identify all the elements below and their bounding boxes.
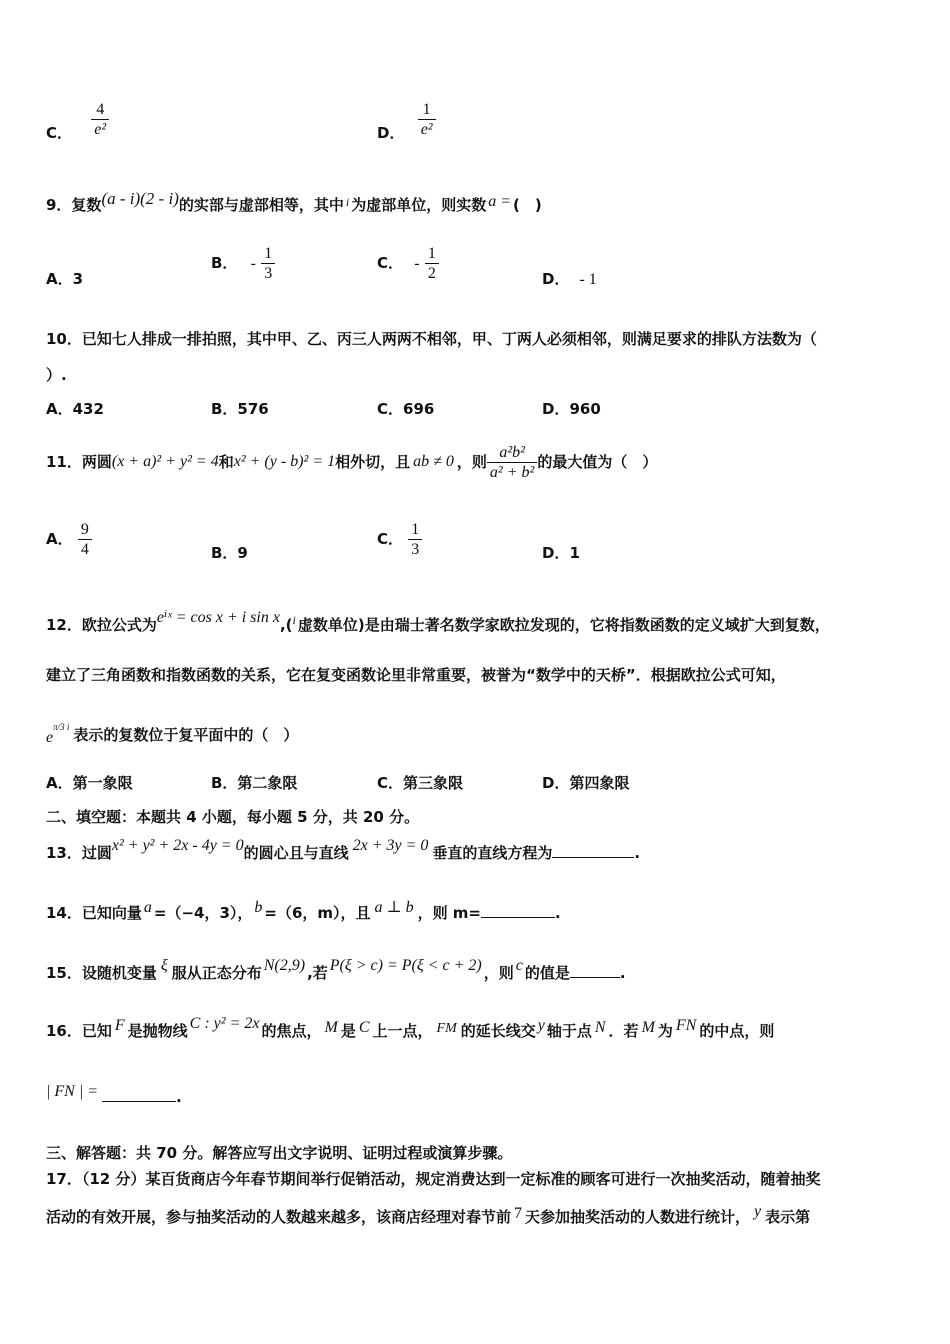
fraction-denominator: e² bbox=[91, 119, 109, 139]
fraction-numerator: 1 bbox=[411, 521, 420, 538]
q14-vector-b: b bbox=[254, 899, 263, 916]
section-3-heading: 三、解答题：共 70 分。解答应写出文字说明、证明过程或演算步骤。 bbox=[46, 1144, 513, 1162]
q16-answer-line bbox=[46, 1083, 182, 1109]
q10-line2: ）. bbox=[46, 366, 67, 384]
question-16 bbox=[46, 1015, 775, 1044]
q9-option-a bbox=[46, 268, 83, 290]
q17-y: y bbox=[754, 1203, 762, 1220]
q16-text-4: 上一点， bbox=[372, 1022, 433, 1040]
q9-option-d bbox=[542, 268, 597, 291]
q11-c-fraction bbox=[408, 520, 422, 559]
q14-vector-a: a bbox=[143, 899, 152, 916]
q11-and: 和 bbox=[218, 453, 234, 471]
question-13 bbox=[46, 837, 641, 865]
q12-line2: 建立了三角函数和指数函数的关系，它在复变函数论里非常重要，被誉为“数学中的天桥”．根据欧拉公式可知， bbox=[46, 666, 786, 684]
q10-option-d: D．960 bbox=[542, 400, 601, 418]
q11-option-b: B．9 bbox=[211, 544, 248, 562]
q15-end: . bbox=[619, 964, 626, 982]
question-15 bbox=[46, 957, 626, 985]
fraction-numerator: a²b² bbox=[499, 443, 525, 461]
option-label: D． bbox=[542, 270, 570, 288]
q12-line1-tail: 虚数单位)是由瑞士著名数学家欧拉发现的，它将指数函数的定义域扩大到复数， bbox=[297, 616, 830, 634]
q15-prefix: 15．设随机变量 bbox=[46, 964, 157, 982]
q11-prefix: 11．两圆 bbox=[46, 453, 112, 471]
q16-y: y bbox=[537, 1017, 545, 1034]
q11-fraction bbox=[487, 443, 537, 482]
q8-option-d-fraction bbox=[418, 100, 436, 139]
q14-b-value: =（6，m），且 bbox=[264, 904, 371, 922]
fraction-numerator: 1 bbox=[427, 245, 436, 262]
fraction-denominator: e² bbox=[418, 119, 436, 139]
q17-text-b: 天参加抽奖活动的人数进行统计， bbox=[525, 1208, 751, 1226]
q15-answer-blank[interactable] bbox=[570, 963, 620, 978]
q12-exp-base: e bbox=[46, 729, 54, 746]
q17-text-a: 活动的有效开展，参与抽奖活动的人数越来越多，该商店经理对春节前 bbox=[46, 1208, 512, 1226]
q16-FN: FN bbox=[675, 1017, 697, 1034]
q16-text-2: 的焦点， bbox=[261, 1022, 322, 1040]
q13-tail: 垂直的直线方程为 bbox=[432, 844, 553, 862]
q17-line1: 17．（12 分）某百货商店今年春节期间举行促销活动，规定消费达到一定标准的顾客可进行一次抽奖活动，随着抽奖 bbox=[46, 1170, 821, 1188]
q11-option-a bbox=[46, 520, 92, 572]
q9-paren: ( ) bbox=[513, 196, 542, 214]
q11-option-c bbox=[377, 520, 422, 572]
q11-tail: 的最大值为（ ） bbox=[537, 453, 658, 471]
q16-answer-blank[interactable] bbox=[102, 1087, 176, 1102]
q11-then: ，则 bbox=[456, 453, 487, 471]
question-14 bbox=[46, 899, 561, 925]
q15-if: ,若 bbox=[307, 964, 328, 982]
q11-condition: ab ≠ 0 bbox=[413, 453, 454, 470]
q11-text: 相外切，且 bbox=[335, 453, 411, 471]
q16-M-2: M bbox=[641, 1019, 655, 1036]
q17-line2 bbox=[46, 1203, 811, 1229]
q12-option-b: B．第二象限 bbox=[211, 774, 298, 792]
q14-a-value: =（−4，3）， bbox=[153, 904, 253, 922]
q12-paren: ,( bbox=[279, 616, 293, 634]
q17-seven: 7 bbox=[514, 1205, 523, 1222]
q12-option-a: A．第一象限 bbox=[46, 774, 133, 792]
section-2-heading: 二、填空题：本题共 4 小题，每小题 5 分，共 20 分。 bbox=[46, 808, 420, 826]
q12-euler-formula: eⁱˣ = cos x + i sin x bbox=[156, 609, 280, 626]
q16-text-8: 为 bbox=[657, 1022, 673, 1040]
question-11 bbox=[46, 436, 657, 488]
q13-end: . bbox=[634, 844, 641, 862]
q14-end: . bbox=[555, 904, 561, 922]
q9-option-b bbox=[211, 244, 275, 296]
q8-option-d-label: D． bbox=[377, 124, 405, 142]
q16-abs-FN: | FN | = bbox=[46, 1083, 99, 1100]
q17-text-c: 表示第 bbox=[765, 1208, 811, 1226]
q9-text: 的实部与虚部相等，其中 bbox=[178, 196, 344, 214]
q12-exp-power: π/3 i bbox=[53, 722, 70, 732]
fraction-numerator: 4 bbox=[96, 101, 105, 118]
option-value: 3 bbox=[72, 270, 84, 288]
q12-line1 bbox=[46, 609, 830, 637]
q8-option-d bbox=[377, 100, 436, 152]
q8-option-c-label: C． bbox=[46, 124, 73, 142]
fraction-denominator: 3 bbox=[261, 263, 275, 283]
q16-C: C bbox=[358, 1019, 370, 1036]
q12-imaginary-unit: i bbox=[292, 613, 296, 627]
q9-imaginary-unit: i bbox=[345, 195, 350, 209]
q16-N: N bbox=[594, 1019, 606, 1036]
q14-tail: ，则 m= bbox=[417, 904, 481, 922]
option-value: - 1 bbox=[579, 271, 597, 288]
q16-text-9: 的中点，则 bbox=[699, 1022, 775, 1040]
q8-option-c-fraction bbox=[91, 100, 109, 139]
q11-circle-2: x² + (y - b)² = 1 bbox=[233, 453, 336, 470]
q13-circle-equation: x² + y² + 2x - 4y = 0 bbox=[111, 837, 244, 854]
q12-prefix: 12．欧拉公式为 bbox=[46, 616, 157, 634]
q9-expression: (a - i)(2 - i) bbox=[101, 189, 179, 208]
q11-a-fraction bbox=[78, 520, 92, 559]
q14-answer-blank[interactable] bbox=[481, 903, 555, 918]
fraction-denominator: 3 bbox=[408, 539, 422, 559]
option-label: C． bbox=[377, 254, 404, 272]
q11-circle-1: (x + a)² + y² = 4 bbox=[111, 453, 219, 470]
q12-line3-tail: 表示的复数位于复平面中的（ ） bbox=[73, 726, 299, 744]
q16-end: . bbox=[176, 1088, 182, 1106]
q9-b-fraction bbox=[261, 244, 275, 283]
q16-prefix: 16．已知 bbox=[46, 1022, 112, 1040]
minus-sign: - bbox=[414, 255, 420, 272]
q9-text-2: 为虚部单位，则实数 bbox=[351, 196, 487, 214]
q16-text-5: 的延长线交 bbox=[460, 1022, 536, 1040]
q16-text-6: 轴于点 bbox=[546, 1022, 592, 1040]
q13-line-equation: 2x + 3y = 0 bbox=[352, 837, 429, 854]
q12-option-d: D．第四象限 bbox=[542, 774, 630, 792]
fraction-numerator: 1 bbox=[422, 101, 431, 118]
q9-prefix: 9．复数 bbox=[46, 196, 102, 214]
fraction-numerator: 1 bbox=[264, 245, 273, 262]
q15-text: 服从正态分布 bbox=[171, 964, 262, 982]
q13-answer-blank[interactable] bbox=[552, 843, 634, 858]
fraction-denominator: 2 bbox=[425, 263, 439, 283]
q16-M: M bbox=[324, 1019, 338, 1036]
q9-a-equals: a = bbox=[488, 193, 512, 210]
fraction-denominator: 4 bbox=[78, 539, 92, 559]
q16-parabola: C : y² = 2x bbox=[189, 1015, 260, 1032]
q9-c-fraction bbox=[425, 244, 439, 283]
q9-option-c bbox=[377, 244, 439, 296]
q15-tail: 的值是 bbox=[524, 964, 570, 982]
q16-F: F bbox=[114, 1017, 125, 1034]
q15-then: ，则 bbox=[483, 964, 514, 982]
question-9 bbox=[46, 189, 542, 217]
q15-c: c bbox=[515, 957, 523, 974]
q16-text-1: 是抛物线 bbox=[127, 1022, 188, 1040]
q12-option-c: C．第三象限 bbox=[377, 774, 464, 792]
q10-option-b: B．576 bbox=[211, 400, 269, 418]
q10-line1: 10．已知七人排成一排拍照，其中甲、乙、丙三人两两不相邻，甲、丁两人必须相邻，则满足要求的排队方法数为（ bbox=[46, 330, 817, 348]
q15-xi: ξ bbox=[160, 957, 168, 974]
option-label: C． bbox=[377, 530, 404, 548]
q11-option-d: D．1 bbox=[542, 544, 580, 562]
q13-text: 的圆心且与直线 bbox=[243, 844, 349, 862]
option-label: A． bbox=[46, 270, 73, 288]
q16-text-7: ．若 bbox=[608, 1022, 639, 1040]
q14-prefix: 14．已知向量 bbox=[46, 904, 142, 922]
q10-option-c: C．696 bbox=[377, 400, 435, 418]
q10-option-a: A．432 bbox=[46, 400, 104, 418]
fraction-numerator: 9 bbox=[80, 521, 89, 538]
q16-FM: FM bbox=[436, 1021, 457, 1036]
fraction-denominator: a² + b² bbox=[487, 462, 537, 482]
q14-perpendicular: a ⊥ b bbox=[374, 899, 414, 916]
option-label: B． bbox=[211, 254, 238, 272]
minus-sign: - bbox=[250, 255, 256, 272]
q15-distribution: N(2,9) bbox=[263, 957, 306, 974]
q15-condition: P(ξ > c) = P(ξ < c + 2) bbox=[329, 957, 482, 974]
q16-text-3: 是 bbox=[340, 1022, 356, 1040]
q13-prefix: 13．过圆 bbox=[46, 844, 112, 862]
q8-option-c bbox=[46, 100, 109, 152]
option-label: A． bbox=[46, 530, 73, 548]
q12-line3 bbox=[46, 720, 298, 750]
